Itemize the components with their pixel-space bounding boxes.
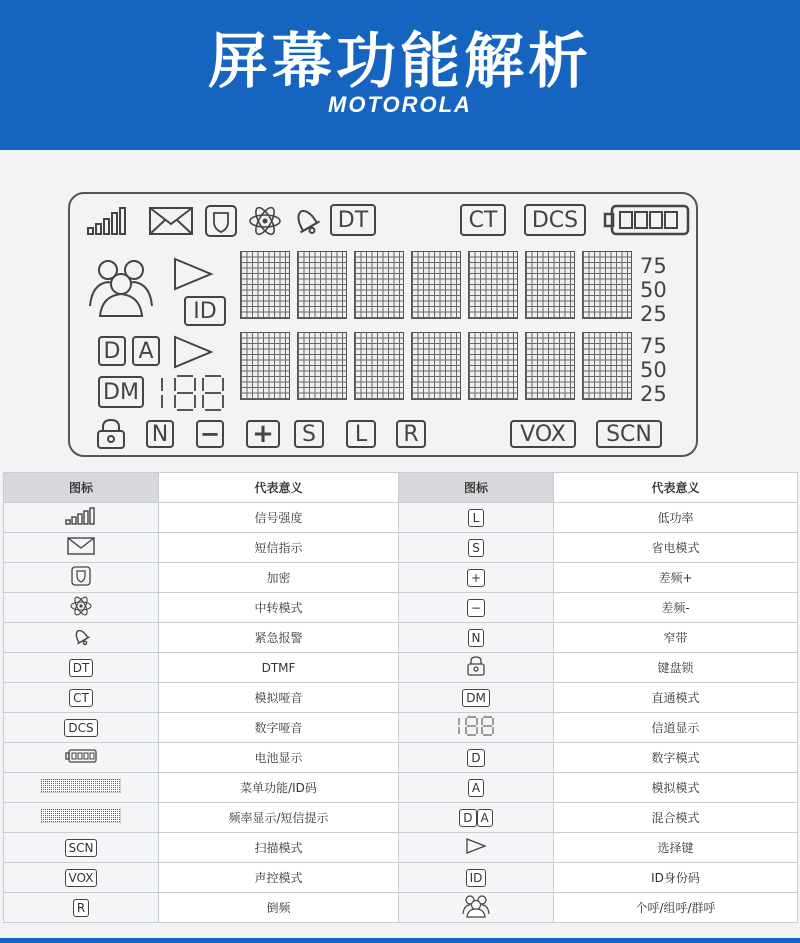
a-indicator: A xyxy=(132,336,160,366)
table-row xyxy=(4,743,798,773)
indicator-icon xyxy=(4,863,159,893)
indicator-text-icon: + xyxy=(467,569,485,587)
meaning-cell: 差频- xyxy=(554,593,798,623)
indicator-icon xyxy=(4,893,159,923)
scn-indicator: SCN xyxy=(596,420,662,448)
indicator-text-icon: DM xyxy=(462,689,490,707)
vox-indicator: VOX xyxy=(510,420,576,448)
ct-indicator: CT xyxy=(460,204,506,236)
meaning-cell: 数字哑音 xyxy=(159,713,399,743)
d-indicator: D xyxy=(98,336,126,366)
bell-icon xyxy=(288,202,324,238)
meaning-cell: 信道显示 xyxy=(554,713,798,743)
scale-top xyxy=(640,254,667,326)
table-row xyxy=(4,683,798,713)
icon-legend-table xyxy=(3,472,798,923)
meaning-cell: 窄带 xyxy=(554,623,798,653)
scale-value: 75 xyxy=(640,334,667,358)
indicator-icon xyxy=(399,533,554,563)
menu-matrix-char xyxy=(411,251,461,319)
meaning-cell: ID身份码 xyxy=(554,863,798,893)
menu-matrix-char xyxy=(525,251,575,319)
shield-icon xyxy=(4,563,159,593)
brand-logo-text: MOTOROLA xyxy=(328,92,472,117)
indicator-text-icon: N xyxy=(468,629,485,647)
indicator-text-icon: R xyxy=(73,899,89,917)
scale-value: 75 xyxy=(640,254,667,278)
indicator-icon xyxy=(4,653,159,683)
meaning-cell: 紧急报警 xyxy=(159,623,399,653)
meaning-cell: 个呼/组呼/群呼 xyxy=(554,893,798,923)
table-row xyxy=(4,893,798,923)
meaning-cell: 菜单功能/ID码 xyxy=(159,773,399,803)
scale-value: 25 xyxy=(640,382,667,406)
group-icon xyxy=(399,893,554,923)
menu-matrix-char xyxy=(354,251,404,319)
header-meaning: 代表意义 xyxy=(554,473,798,503)
table-row xyxy=(4,833,798,863)
indicator-text-icon: S xyxy=(468,539,484,557)
digits-icon xyxy=(156,374,230,412)
table-row xyxy=(4,773,798,803)
arrow-icon xyxy=(399,833,554,863)
dm-indicator: DM xyxy=(98,376,144,408)
scale-value: 50 xyxy=(640,278,667,302)
indicator-icon xyxy=(399,563,554,593)
freq-matrix-char xyxy=(354,332,404,400)
freq-matrix-char xyxy=(582,332,632,400)
footer-bar xyxy=(0,938,800,943)
table-row xyxy=(4,863,798,893)
n-indicator: N xyxy=(146,420,174,448)
meaning-cell: 键盘锁 xyxy=(554,653,798,683)
matrix-icon xyxy=(4,803,159,833)
table-row xyxy=(4,533,798,563)
shield-icon xyxy=(204,204,238,238)
a-mini-icon: A xyxy=(477,809,493,827)
digits-icon xyxy=(399,713,554,743)
table-row xyxy=(4,593,798,623)
atom-icon xyxy=(4,593,159,623)
scale-bottom xyxy=(640,334,667,406)
indicator-icon xyxy=(399,773,554,803)
arrow-icon xyxy=(172,256,214,292)
minus-indicator: − xyxy=(196,420,224,448)
table-row xyxy=(4,803,798,833)
table-row xyxy=(4,653,798,683)
group-icon xyxy=(86,256,156,318)
menu-matrix-char xyxy=(297,251,347,319)
header-icon: 图标 xyxy=(4,473,159,503)
menu-matrix-char xyxy=(468,251,518,319)
select-arrow-icon xyxy=(172,334,214,370)
header-banner xyxy=(0,0,800,150)
meaning-cell: 模拟哑音 xyxy=(159,683,399,713)
menu-matrix-char xyxy=(582,251,632,319)
meaning-cell: 直通模式 xyxy=(554,683,798,713)
meaning-cell: 数字模式 xyxy=(554,743,798,773)
meaning-cell: 电池显示 xyxy=(159,743,399,773)
meaning-cell: 信号强度 xyxy=(159,503,399,533)
battery-icon xyxy=(602,202,692,238)
header-icon: 图标 xyxy=(399,473,554,503)
battery-icon xyxy=(4,743,159,773)
table-row xyxy=(4,563,798,593)
s-indicator: S xyxy=(294,420,324,448)
message-icon xyxy=(4,533,159,563)
freq-matrix-char xyxy=(411,332,461,400)
header-meaning: 代表意义 xyxy=(159,473,399,503)
indicator-text-icon: D xyxy=(467,749,484,767)
dt-indicator: DT xyxy=(330,204,376,236)
table-row xyxy=(4,503,798,533)
table-row xyxy=(4,623,798,653)
meaning-cell: 选择键 xyxy=(554,833,798,863)
dcs-indicator: DCS xyxy=(524,204,586,236)
indicator-icon xyxy=(399,593,554,623)
meaning-cell: 中转模式 xyxy=(159,593,399,623)
signal-icon xyxy=(4,503,159,533)
indicator-icon xyxy=(399,623,554,653)
indicator-icon xyxy=(4,683,159,713)
bell-icon xyxy=(4,623,159,653)
d-mini-icon: D xyxy=(459,809,476,827)
meaning-cell: 短信指示 xyxy=(159,533,399,563)
id-indicator: ID xyxy=(184,296,226,326)
indicator-icon xyxy=(4,713,159,743)
message-icon xyxy=(148,206,194,236)
indicator-icon xyxy=(399,503,554,533)
plus-indicator: + xyxy=(246,420,280,448)
scale-value: 25 xyxy=(640,302,667,326)
meaning-cell: 加密 xyxy=(159,563,399,593)
meaning-cell: 模拟模式 xyxy=(554,773,798,803)
indicator-icon xyxy=(399,803,554,833)
meaning-cell: 倒频 xyxy=(159,893,399,923)
meaning-cell: 差频+ xyxy=(554,563,798,593)
freq-matrix-char xyxy=(525,332,575,400)
indicator-text-icon: CT xyxy=(69,689,93,707)
meaning-cell: 低功率 xyxy=(554,503,798,533)
meaning-cell: 混合模式 xyxy=(554,803,798,833)
indicator-text-icon: VOX xyxy=(65,869,98,887)
table-header-row xyxy=(4,473,798,503)
meaning-cell: 声控模式 xyxy=(159,863,399,893)
indicator-text-icon: SCN xyxy=(65,839,98,857)
meaning-cell: 扫描模式 xyxy=(159,833,399,863)
indicator-text-icon: A xyxy=(468,779,484,797)
matrix-icon xyxy=(4,773,159,803)
page-title: 屏幕功能解析 xyxy=(208,27,592,97)
freq-matrix-char xyxy=(297,332,347,400)
indicator-text-icon: DCS xyxy=(64,719,97,737)
table-row xyxy=(4,713,798,743)
meaning-cell: DTMF xyxy=(159,653,399,683)
scale-value: 50 xyxy=(640,358,667,382)
menu-matrix-char xyxy=(240,251,290,319)
indicator-icon xyxy=(399,683,554,713)
atom-icon xyxy=(248,204,282,238)
r-indicator: R xyxy=(396,420,426,448)
lcd-display-panel xyxy=(68,192,698,457)
indicator-icon xyxy=(4,833,159,863)
freq-matrix-char xyxy=(240,332,290,400)
indicator-text-icon: L xyxy=(468,509,484,527)
indicator-icon xyxy=(399,863,554,893)
indicator-text-icon: DT xyxy=(69,659,94,677)
indicator-icon xyxy=(399,743,554,773)
lock-icon xyxy=(96,418,126,450)
l-indicator: L xyxy=(346,420,376,448)
meaning-cell: 频率显示/短信提示 xyxy=(159,803,399,833)
indicator-text-icon: − xyxy=(467,599,485,617)
meaning-cell: 省电模式 xyxy=(554,533,798,563)
indicator-text-icon: ID xyxy=(466,869,487,887)
lock-icon xyxy=(399,653,554,683)
freq-matrix-char xyxy=(468,332,518,400)
signal-icon xyxy=(86,206,132,236)
